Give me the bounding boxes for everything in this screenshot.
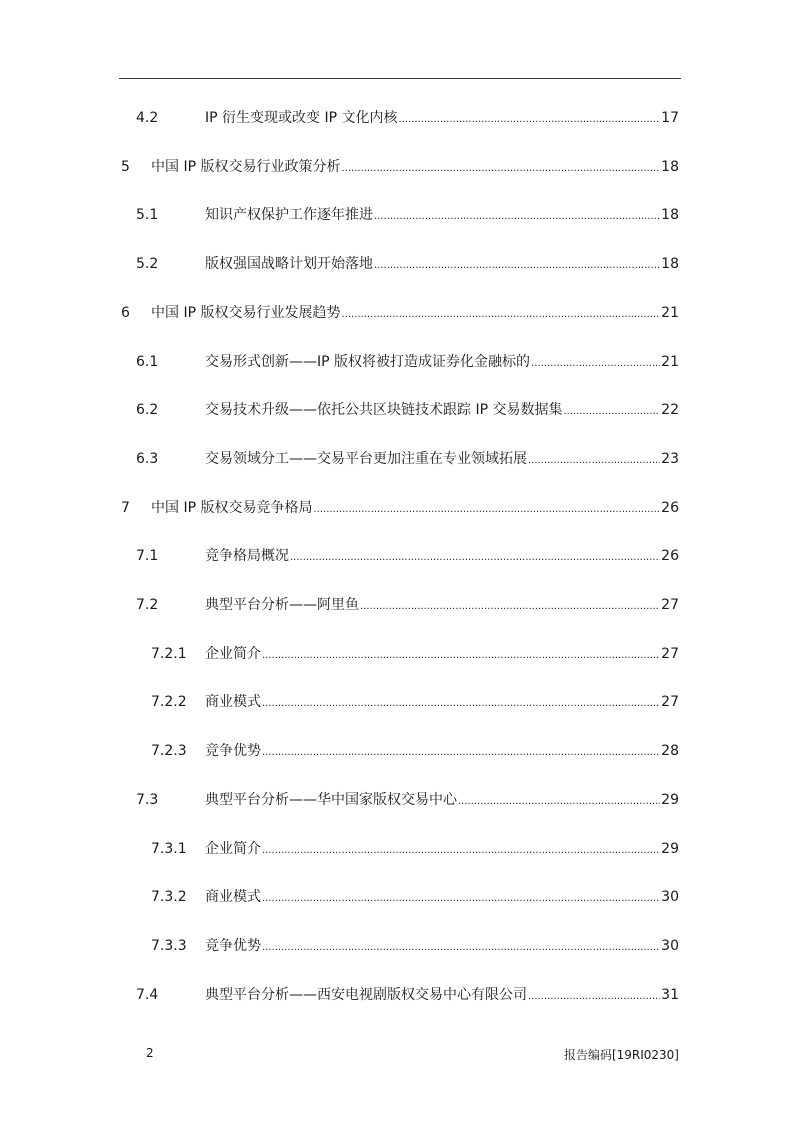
toc-entry[interactable]: [0, 448, 800, 470]
toc-entry-page: 23: [661, 450, 679, 467]
toc-entry-number: 7.4: [136, 986, 159, 1003]
toc-leader-dots: [374, 206, 660, 228]
toc-entry-number: 4.2: [136, 110, 159, 126]
toc-entry[interactable]: [0, 691, 800, 713]
toc-leader-dots: [341, 304, 660, 326]
toc-entry-number: 6.1: [136, 353, 159, 370]
toc-leader-dots: [374, 255, 660, 277]
toc-entry-title: 典型平台分析——西安电视剧版权交易中心有限公司: [205, 986, 527, 1003]
toc-leader-dots: [528, 986, 660, 1008]
toc-leader-dots: [458, 791, 660, 813]
toc-entry-title: 中国 IP 版权交易行业发展趋势: [151, 304, 341, 321]
toc-entry[interactable]: [0, 253, 800, 275]
toc-entry-title: 企业简介: [205, 645, 261, 662]
toc-leader-dots: [262, 840, 660, 862]
toc-entry-page: 26: [661, 548, 679, 565]
toc-entry-page: 31: [661, 986, 679, 1003]
toc-entry-number: 7.1: [136, 548, 159, 565]
toc-entry-page: 22: [661, 402, 679, 419]
toc-entry-page: 18: [661, 207, 679, 224]
toc-entry-number: 7: [121, 499, 130, 516]
toc-entry[interactable]: [0, 399, 800, 421]
toc-entry-page: 29: [661, 791, 679, 808]
toc-entry-title: 竞争优势: [205, 937, 261, 954]
toc-entry-number: 6.2: [136, 402, 159, 419]
toc-entry-title: 交易形式创新——IP 版权将被打造成证券化金融标的: [205, 353, 531, 370]
toc-entry-page: 17: [661, 110, 679, 126]
toc-entry-number: 7.2: [136, 597, 159, 613]
toc-entry[interactable]: [0, 302, 800, 324]
toc-entry-title: IP 衍生变现或改变 IP 文化内核: [205, 110, 398, 126]
toc-entry[interactable]: [0, 789, 800, 811]
toc-entry-page: 21: [661, 353, 679, 370]
toc-entry-title: 商业模式: [205, 694, 261, 711]
toc-entry-title: 中国 IP 版权交易竞争格局: [151, 499, 313, 516]
toc-entry-number: 6: [121, 304, 130, 321]
toc-leader-dots: [531, 353, 660, 375]
toc-entry-title: 企业简介: [205, 840, 261, 857]
toc-entry-page: 28: [661, 743, 679, 760]
toc-entry-number: 7.2.1: [151, 645, 187, 662]
toc-leader-dots: [262, 742, 660, 764]
toc-entry-title: 版权强国战略计划开始落地: [205, 256, 373, 273]
toc-entry[interactable]: [0, 643, 800, 665]
toc-entry[interactable]: [0, 545, 800, 567]
toc-entry-title: 交易技术升级——依托公共区块链技术跟踪 IP 交易数据集: [205, 402, 563, 419]
toc-entry-page: 27: [661, 645, 679, 662]
toc-leader-dots: [313, 499, 660, 521]
toc-entry-page: 21: [661, 304, 679, 321]
toc-entry-title: 典型平台分析——华中国家版权交易中心: [205, 791, 457, 808]
toc-entry-title: 中国 IP 版权交易行业政策分析: [151, 158, 341, 175]
toc-entry-number: 7.2.3: [151, 743, 187, 760]
header-rule: [119, 78, 681, 79]
toc-entry-number: 7.3: [136, 791, 159, 808]
toc-entry-title: 竞争格局概况: [205, 548, 289, 565]
toc-entry[interactable]: [0, 886, 800, 908]
toc-leader-dots: [528, 450, 660, 472]
toc-leader-dots: [563, 401, 660, 423]
toc-entry-number: 6.3: [136, 450, 159, 467]
toc-entry-number: 7.2.2: [151, 694, 187, 711]
toc-entry-title: 知识产权保护工作逐年推进: [205, 207, 373, 224]
toc-leader-dots: [262, 693, 660, 715]
toc-entry-page: 30: [661, 889, 679, 906]
toc-entry-number: 5: [121, 158, 130, 175]
toc-entry[interactable]: [0, 984, 800, 1006]
toc-entry[interactable]: [0, 838, 800, 860]
footer-report-code: 报告编码[19RI0230]: [563, 1048, 679, 1062]
toc-entry[interactable]: [0, 935, 800, 957]
toc-entry-number: 7.3.1: [151, 840, 187, 857]
toc-entry[interactable]: [0, 740, 800, 762]
toc-leader-dots: [262, 888, 660, 910]
toc-entry-page: 18: [661, 158, 679, 175]
toc-entry-page: 26: [661, 499, 679, 516]
toc-entry[interactable]: [0, 204, 800, 226]
toc-entry-page: 27: [661, 694, 679, 711]
toc-entry-number: 5.1: [136, 207, 159, 224]
toc-leader-dots: [360, 596, 660, 618]
toc-entry-page: 29: [661, 840, 679, 857]
toc-entry-title: 交易领域分工——交易平台更加注重在专业领域拓展: [205, 450, 527, 467]
toc-entry[interactable]: [0, 497, 800, 519]
toc-entry[interactable]: [0, 156, 800, 178]
toc-entry[interactable]: [0, 351, 800, 373]
toc-entry[interactable]: [0, 594, 800, 616]
toc-entry-page: 30: [661, 937, 679, 954]
toc-entry-page: 27: [661, 597, 679, 613]
toc-entry-title: 商业模式: [205, 889, 261, 906]
toc-leader-dots: [341, 158, 660, 180]
toc-leader-dots: [262, 645, 660, 667]
toc-entry-number: 7.3.3: [151, 937, 187, 954]
footer-page-number: 2: [146, 1046, 154, 1060]
toc-entry-page: 18: [661, 256, 679, 273]
toc-entry-title: 典型平台分析——阿里鱼: [205, 597, 359, 613]
toc-leader-dots: [290, 547, 660, 569]
toc-entry-number: 5.2: [136, 256, 159, 273]
toc-entry-number: 7.3.2: [151, 889, 187, 906]
toc-entry-title: 竞争优势: [205, 743, 261, 760]
toc-entry[interactable]: [0, 107, 800, 129]
toc-leader-dots: [399, 109, 661, 131]
toc-leader-dots: [262, 937, 660, 959]
